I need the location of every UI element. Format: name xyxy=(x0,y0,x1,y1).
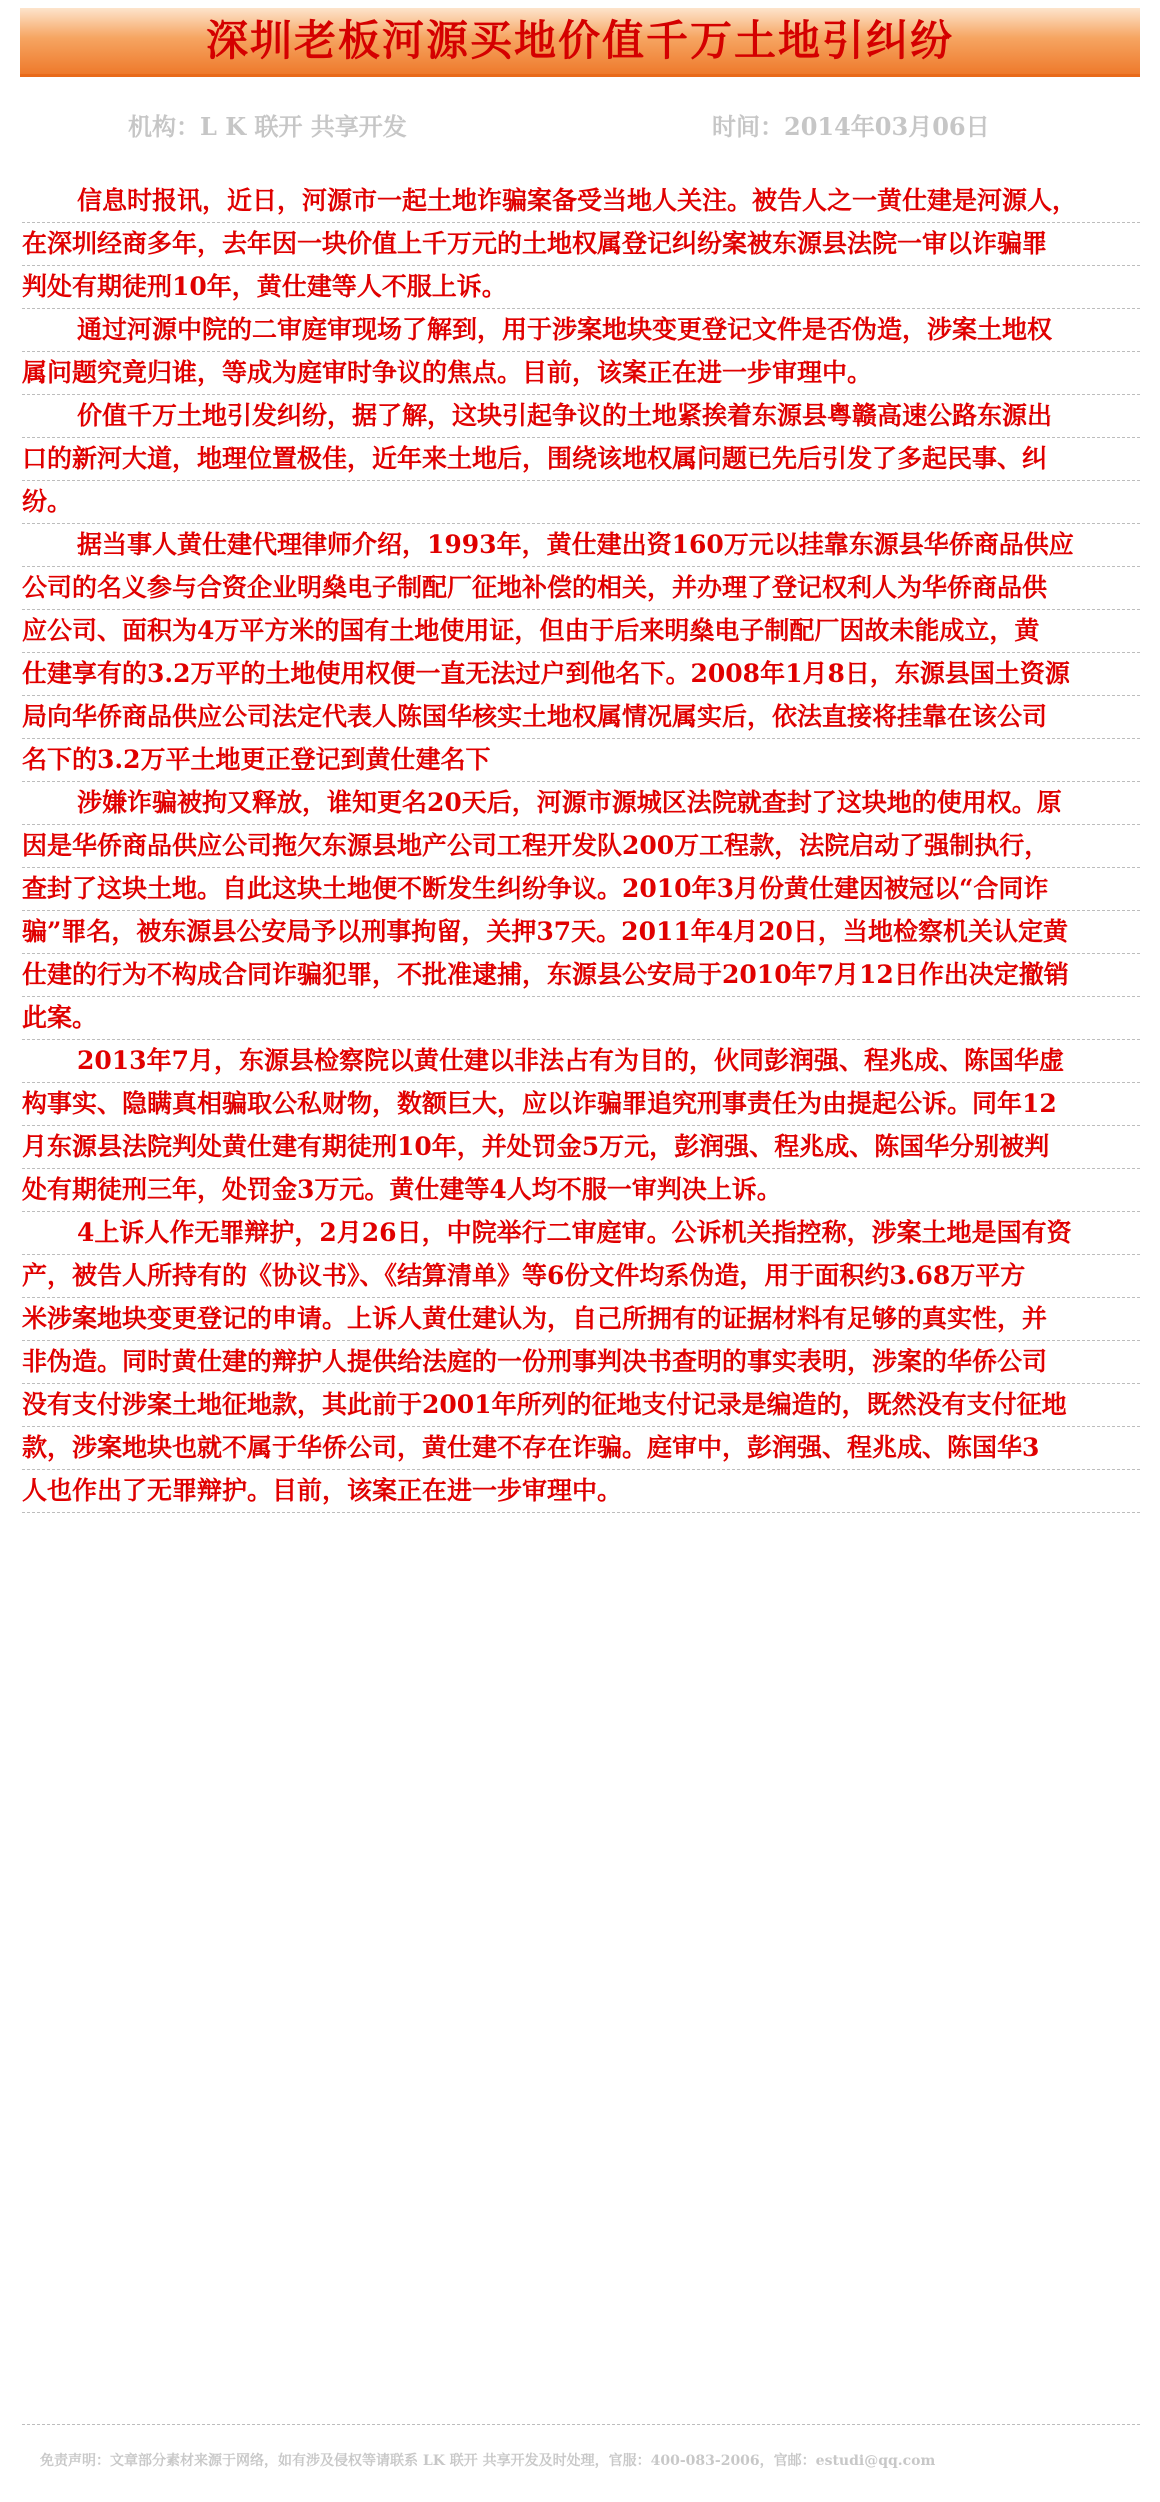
date-label: 时间：2014年03月06日 xyxy=(712,112,990,141)
article-line: 口的新河大道，地理位置极佳，近年来土地后，围绕该地权属问题已先后引发了多起民事、纠 xyxy=(22,438,1140,481)
article-line: 款，涉案地块也就不属于华侨公司，黄仕建不存在诈骗。庭审中，彭润强、程兆成、陈国华3 xyxy=(22,1427,1140,1470)
article-line: 骗”罪名，被东源县公安局予以刑事拘留，关押37天。2011年4月20日，当地检察机关认定黄 xyxy=(22,911,1140,954)
page-title: 深圳老板河源买地价值千万土地引纠纷 xyxy=(205,16,954,65)
article-line: 据当事人黄仕建代理律师介绍，1993年，黄仕建出资160万元以挂靠东源县华侨商品供应 xyxy=(22,524,1140,567)
article-line: 判处有期徒刑10年，黄仕建等人不服上诉。 xyxy=(22,266,1140,309)
disclaimer-text: 免责声明：文章部分素材来源于网络，如有涉及侵权等请联系 LK 联开 共享开发及时处理，官服：400-083-2006，官邮：estudi@qq.com xyxy=(40,2453,936,2469)
article-line: 通过河源中院的二审庭审现场了解到，用于涉案地块变更登记文件是否伪造，涉案土地权 xyxy=(22,309,1140,352)
article-line: 产，被告人所持有的《协议书》、《结算清单》等6份文件均系伪造，用于面积约3.68万平方 xyxy=(22,1255,1140,1298)
article-line: 米涉案地块变更登记的申请。上诉人黄仕建认为，自己所拥有的证据材料有足够的真实性，并 xyxy=(22,1298,1140,1341)
article-body xyxy=(22,180,1140,1513)
article-line: 查封了这块土地。自此这块土地便不断发生纠纷争议。2010年3月份黄仕建因被冠以“合同诈 xyxy=(22,868,1140,911)
article-line: 局向华侨商品供应公司法定代表人陈国华核实土地权属情况属实后，依法直接将挂靠在该公司 xyxy=(22,696,1140,739)
article-line: 月东源县法院判处黄仕建有期徒刑10年，并处罚金5万元，彭润强、程兆成、陈国华分别被判 xyxy=(22,1126,1140,1169)
article-line: 涉嫌诈骗被拘又释放，谁知更名20天后，河源市源城区法院就查封了这块地的使用权。原 xyxy=(22,782,1140,825)
article-line: 4上诉人作无罪辩护，2月26日，中院举行二审庭审。公诉机关指控称，涉案土地是国有资 xyxy=(22,1212,1140,1255)
article-line: 构事实、隐瞒真相骗取公私财物，数额巨大，应以诈骗罪追究刑事责任为由提起公诉。同年12 xyxy=(22,1083,1140,1126)
footer-divider xyxy=(22,2424,1140,2425)
article-line: 此案。 xyxy=(22,997,1140,1040)
article-line: 纷。 xyxy=(22,481,1140,524)
article-line: 非伪造。同时黄仕建的辩护人提供给法庭的一份刑事判决书查明的事实表明，涉案的华侨公司 xyxy=(22,1341,1140,1384)
org-label: 机构：L K 联开 共享开发 xyxy=(128,112,407,141)
article-line: 名下的3.2万平土地更正登记到黄仕建名下 xyxy=(22,739,1140,782)
article-line: 仕建享有的3.2万平的土地使用权便一直无法过户到他名下。2008年1月8日，东源县国土资源 xyxy=(22,653,1140,696)
article-line: 在深圳经商多年，去年因一块价值上千万元的土地权属登记纠纷案被东源县法院一审以诈骗罪 xyxy=(22,223,1140,266)
article-line: 因是华侨商品供应公司拖欠东源县地产公司工程开发队200万工程款，法院启动了强制执行， xyxy=(22,825,1140,868)
article-line: 没有支付涉案土地征地款，其此前于2001年所列的征地支付记录是编造的，既然没有支付征地 xyxy=(22,1384,1140,1427)
article-line: 公司的名义参与合资企业明燊电子制配厂征地补偿的相关，并办理了登记权利人为华侨商品供 xyxy=(22,567,1140,610)
article-line: 信息时报讯，近日，河源市一起土地诈骗案备受当地人关注。被告人之一黄仕建是河源人， xyxy=(22,180,1140,223)
title-banner xyxy=(20,8,1140,77)
article-line: 处有期徒刑三年，处罚金3万元。黄仕建等4人均不服一审判决上诉。 xyxy=(22,1169,1140,1212)
article-line: 2013年7月，东源县检察院以黄仕建以非法占有为目的，伙同彭润强、程兆成、陈国华虚 xyxy=(22,1040,1140,1083)
article-line: 人也作出了无罪辩护。目前，该案正在进一步审理中。 xyxy=(22,1470,1140,1513)
article-line: 属问题究竟归谁，等成为庭审时争议的焦点。目前，该案正在进一步审理中。 xyxy=(22,352,1140,395)
article-line: 价值千万土地引发纠纷，据了解，这块引起争议的土地紧挨着东源县粤赣高速公路东源出 xyxy=(22,395,1140,438)
article-line: 应公司、面积为4万平方米的国有土地使用证，但由于后来明燊电子制配厂因故未能成立，黄 xyxy=(22,610,1140,653)
article-line: 仕建的行为不构成合同诈骗犯罪，不批准逮捕，东源县公安局于2010年7月12日作出决定撤销 xyxy=(22,954,1140,997)
